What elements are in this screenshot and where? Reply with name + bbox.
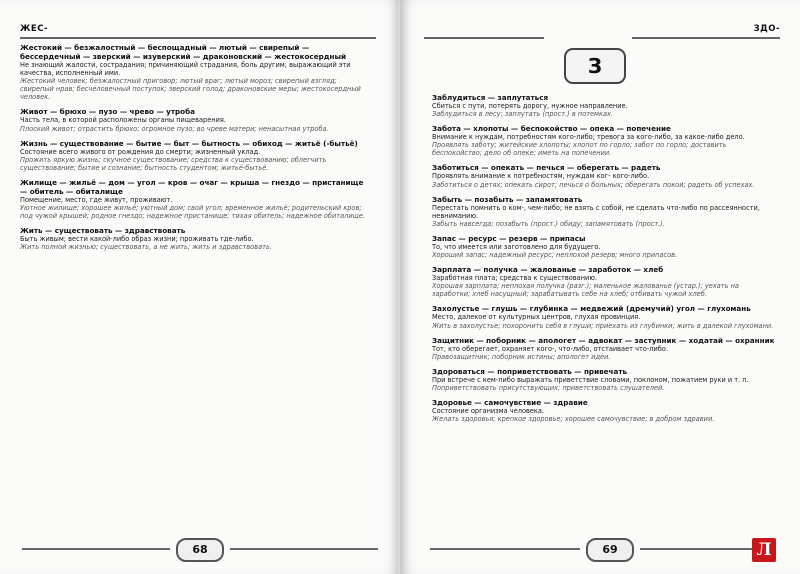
definition: Сбиться с пути, потерять дорогу, нужное направление. [432, 102, 628, 110]
synonym-row: Забота — хлопоты — беспокойство — опека — попечение [432, 124, 671, 134]
dictionary-entry [20, 107, 372, 132]
dictionary-entry [432, 398, 778, 423]
usage-examples: Заботиться о детях; опекать сирот; печься о больных; оберегать покой; радеть об успехах. [432, 180, 755, 189]
usage-examples: Проявлять заботу; житейские хлопоты; хлопот по горло; забот по горло; доставить беспокойство; дело об опеке; иметь на попечении. [432, 141, 727, 158]
dictionary-entry [432, 265, 778, 298]
definition: Тот, кто оберегает, охраняет кого-, что-либо, отстаивает что-либо. [432, 344, 668, 353]
usage-examples: Правозащитник; поборник истины; апологет идеи. [432, 352, 611, 361]
dictionary-entry [432, 367, 778, 392]
synonym-row: Жить — существовать — здравствовать [20, 226, 186, 236]
usage-examples: Жить полной жизнью; существовать, а не жить; жить и здравствовать. [20, 243, 272, 252]
definition: Перестать помнить о ком-, чем-либо; не взять с собой, не сделать что-либо по рассеянности, невниманию. [432, 203, 760, 220]
dictionary-entry [20, 43, 372, 101]
usage-examples: Хороший запас; надежный ресурс; неплохой резерв; много припасов. [432, 251, 678, 260]
definition: Заработная плата; средства к существованию. [432, 274, 597, 283]
dictionary-entry [432, 195, 778, 228]
header-rule [20, 37, 376, 39]
usage-examples: Жестокий человек; безжалостный приговор; лютый враг; лютый мороз; свирепый взгляд; свирепый нрав; бесчеловечный поступок; зверский голод; драконовские меры; жестокосердный человек. [20, 77, 361, 102]
definition: Часть тела, в которой расположены органы пищеварения. [20, 116, 226, 125]
usage-examples: Поприветствовать присутствующих; приветствовать слушателей. [432, 383, 665, 392]
definition: Состояние всего живого от рождения до смерти; жизненный уклад. [20, 147, 261, 156]
publisher-logo-icon: Л [752, 538, 776, 562]
definition: Внимание к нуждам, потребностям кого-либо; тревога за кого-либо, за какое-либо дело. [432, 133, 745, 142]
footer-rule [230, 548, 378, 550]
synonym-row: Живот — брюхо — пузо — чрево — утроба [20, 107, 195, 117]
running-head: ЖЕС- [20, 24, 48, 34]
synonym-row: Защитник — поборник — апологет — адвокат — заступник — ходатай — охранник [432, 335, 775, 345]
dictionary-entry [20, 178, 372, 220]
synonym-row: Здороваться — поприветствовать — привечать [432, 366, 628, 376]
footer-rule [22, 548, 170, 550]
definition: Состояние организма человека. [432, 406, 545, 415]
header-rule [632, 37, 780, 39]
running-head: ЗДО- [753, 24, 780, 34]
page-number: 68 [176, 538, 224, 562]
usage-examples: Желать здоровья; крепкое здоровье; хорошее самочувствие; в добром здравии. [432, 415, 715, 424]
usage-examples: Заблудиться в лесу; заплутать (прост.) в потемках. [432, 110, 614, 119]
dictionary-entry [20, 226, 372, 251]
usage-examples: Плоский живот; отрастить брюхо; огромное пузо; во чреве матери; ненасытная утроба. [20, 124, 329, 133]
dictionary-entry [432, 163, 778, 188]
synonym-row: Заботиться — опекать — печься — оберегать — радеть [432, 163, 661, 173]
definition: То, что имеется или заготовлено для будущего. [432, 242, 601, 251]
usage-examples: Уютное жилище; хорошее жильё; уютный дом; свой угол; временное жильё; родительский кров; под чужой крышей; родное гнездо; надежное пристанище; тихая обитель; надежное обиталище. [20, 204, 365, 221]
dictionary-entry [432, 304, 778, 329]
right-page [400, 0, 800, 574]
dictionary-entry [432, 234, 778, 259]
left-page [0, 0, 398, 574]
synonym-row: Зарплата — получка — жалованье — заработок — хлеб [432, 265, 664, 275]
section-letter: З [564, 48, 626, 84]
usage-examples: Жить в захолустье; похоронить себя в глуши; приехать из глубинки; жить в далекой глухомани. [432, 321, 774, 330]
synonym-row: Здоровье — самочувствие — здравие [432, 397, 588, 407]
definition: Не знающий жалости, сострадания; причиняющий страдания, боль другим; выражающий эти качества, исполненный ими. [20, 61, 351, 78]
dictionary-entry [20, 139, 372, 172]
dictionary-entry [432, 336, 778, 361]
synonym-row: Забыть — позабыть — запамятовать [432, 194, 583, 204]
footer-rule [640, 548, 760, 550]
synonym-row: Жилище — жильё — дом — угол — кров — очаг — крыша — гнездо — пристанище — обитель — обиталище [20, 177, 364, 196]
definition: При встрече с кем-либо выражать приветствие словами, поклоном, пожатием руки и т. п. [432, 375, 749, 384]
definition: Быть живым; вести какой-либо образ жизни; проживать где-либо. [20, 235, 254, 244]
synonym-row: Жизнь — существование — бытие — быт — бытность — обиход — житьё (-бытьё) [20, 138, 358, 148]
synonym-row: Заблудиться — заплутаться [432, 93, 549, 102]
page-number: 69 [586, 538, 634, 562]
synonym-row: Жестокий — безжалостный — беспощадный — лютый — свирепый — бессердечный — зверский — изуверский — драконовский — жестокосердный [20, 43, 347, 61]
dictionary-entry [432, 124, 778, 157]
usage-examples: Забыть навсегда; позабыть (прост.) обиду; запамятовать (прост.). [432, 219, 665, 228]
definition: Проявлять внимание к потребностям, нуждам ког- кого-либо. [432, 172, 650, 181]
definition: Место, далекое от культурных центров, глухая провинция. [432, 313, 641, 322]
synonym-row: Запас — ресурс — резерв — припасы [432, 233, 586, 243]
definition: Помещение, место, где живут, проживают. [20, 195, 173, 204]
entries-list [20, 43, 372, 257]
usage-examples: Прожить яркую жизнь; скучное существование; средства к существованию; облегчить существование; бытие и сознание; бытность студентом; житьё-бытьё. [20, 155, 327, 172]
usage-examples: Хорошая зарплата; неплохая получка (разг.); маленькое жалованье (устар.); уехать на заработки; хлеб насущный; зарабатывать себе на хлеб; отбивать чужой хлеб. [432, 282, 739, 299]
footer-rule [430, 548, 580, 550]
entries-list [432, 93, 778, 429]
dictionary-entry [432, 93, 778, 118]
synonym-row: Захолустье — глушь — глубинка — медвежий (дремучий) угол — глухомань [432, 304, 751, 314]
header-rule [424, 37, 544, 39]
